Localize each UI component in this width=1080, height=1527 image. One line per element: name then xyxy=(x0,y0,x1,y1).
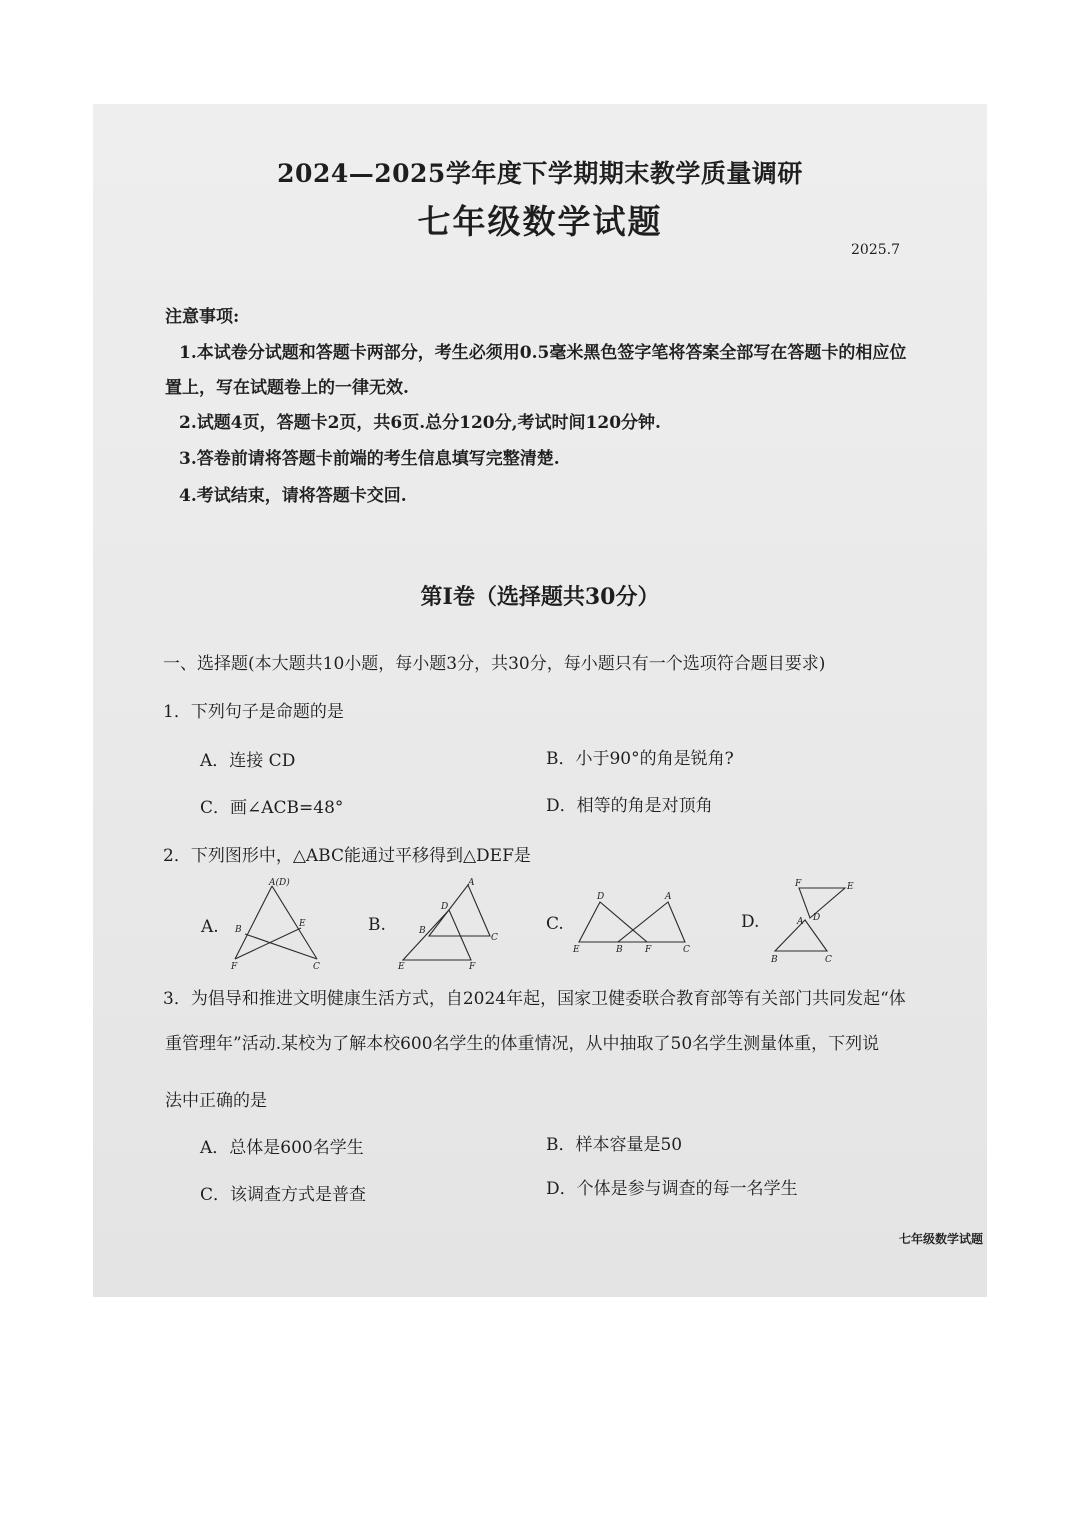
question-3-stem-line: 3．为倡导和推进文明健康生活方式，自2024年起，国家卫健委联合教育部等有关部门共同发起“体 xyxy=(163,989,906,1009)
figure-c-diagram xyxy=(571,886,701,961)
part-title: 第Ⅰ卷（选择题共30分） xyxy=(420,584,660,610)
figure-d-point: D xyxy=(813,913,821,923)
question-3-option-d: D．个体是参与调查的每一名学生 xyxy=(546,1179,798,1199)
figure-a-point: F xyxy=(231,962,238,972)
figure-b-point: D xyxy=(441,902,449,912)
question-3-option-c: C．该调查方式是普查 xyxy=(200,1185,367,1205)
figure-b-point: B xyxy=(419,926,426,936)
figure-c-point: F xyxy=(645,945,652,955)
figure-c-point: E xyxy=(573,945,580,955)
figure-a-point: C xyxy=(313,962,320,972)
page-footer: 七年级数学试题 xyxy=(899,1232,984,1246)
question-3-option-a: A．总体是600名学生 xyxy=(200,1138,364,1158)
notice-heading: 注意事项: xyxy=(165,307,240,327)
notice-item: 1.本试卷分试题和答题卡两部分，考生必须用0.5毫米黑色签字笔将答案全部写在答题卡的相应位 xyxy=(179,343,907,363)
figure-c-point: D xyxy=(597,892,605,902)
figure-d-point: C xyxy=(825,955,832,965)
figure-c-point: C xyxy=(683,945,690,955)
notice-item: 3.答卷前请将答题卡前端的考生信息填写完整清楚. xyxy=(179,449,560,469)
exam-date: 2025.7 xyxy=(851,242,900,258)
question-1-option-c: C．画∠ACB=48° xyxy=(200,798,344,818)
figure-c-label: C. xyxy=(546,914,564,934)
question-1-option-b: B．小于90°的角是锐角? xyxy=(546,749,734,769)
question-1-stem: 1．下列句子是命题的是 xyxy=(163,702,344,722)
question-3-stem-line: 重管理年”活动.某校为了解本校600名学生的体重情况，从中抽取了50名学生测量体重，下列说 xyxy=(165,1034,880,1054)
figure-b-point: F xyxy=(469,962,476,972)
figure-d-point: F xyxy=(795,879,802,889)
figure-c-point: B xyxy=(616,945,623,955)
figure-d-label: D. xyxy=(741,912,760,932)
figure-a-label: A. xyxy=(201,917,219,937)
question-2-stem: 2．下列图形中，△ABC能通过平移得到△DEF是 xyxy=(163,846,531,866)
section-instructions: 一、选择题(本大题共10小题，每小题3分，共30分，每小题只有一个选项符合题目要求) xyxy=(163,654,826,674)
figure-a-point: B xyxy=(235,925,242,935)
figure-b-label: B. xyxy=(368,915,386,935)
notice-item: 4.考试结束，请将答题卡交回. xyxy=(179,486,407,506)
figure-d-point: B xyxy=(771,955,778,965)
figure-c-point: A xyxy=(665,892,672,902)
notice-item: 2.试题4页，答题卡2页，共6页.总分120分,考试时间120分钟. xyxy=(179,413,661,433)
figure-b-point: A xyxy=(468,878,475,888)
figure-a-diagram xyxy=(221,876,331,972)
question-3-stem-line: 法中正确的是 xyxy=(165,1091,267,1111)
exam-paper xyxy=(93,104,987,1297)
exam-title: 2024—2025学年度下学期期末教学质量调研 xyxy=(277,159,803,188)
question-1-option-d: D．相等的角是对顶角 xyxy=(546,796,713,816)
figure-d-point: E xyxy=(847,882,854,892)
figure-d-point: A xyxy=(797,917,804,927)
figure-a-point: E xyxy=(299,919,306,929)
figure-a-point: A(D) xyxy=(269,878,290,888)
notice-item: 置上，写在试题卷上的一律无效. xyxy=(165,378,409,398)
question-1-option-a: A．连接 CD xyxy=(200,751,296,771)
figure-b-point: E xyxy=(398,962,405,972)
figure-d-diagram xyxy=(765,876,865,972)
figure-b-point: C xyxy=(491,933,498,943)
figure-b-diagram xyxy=(393,876,508,972)
exam-subtitle: 七年级数学试题 xyxy=(417,202,663,241)
question-3-option-b: B．样本容量是50 xyxy=(546,1135,683,1155)
